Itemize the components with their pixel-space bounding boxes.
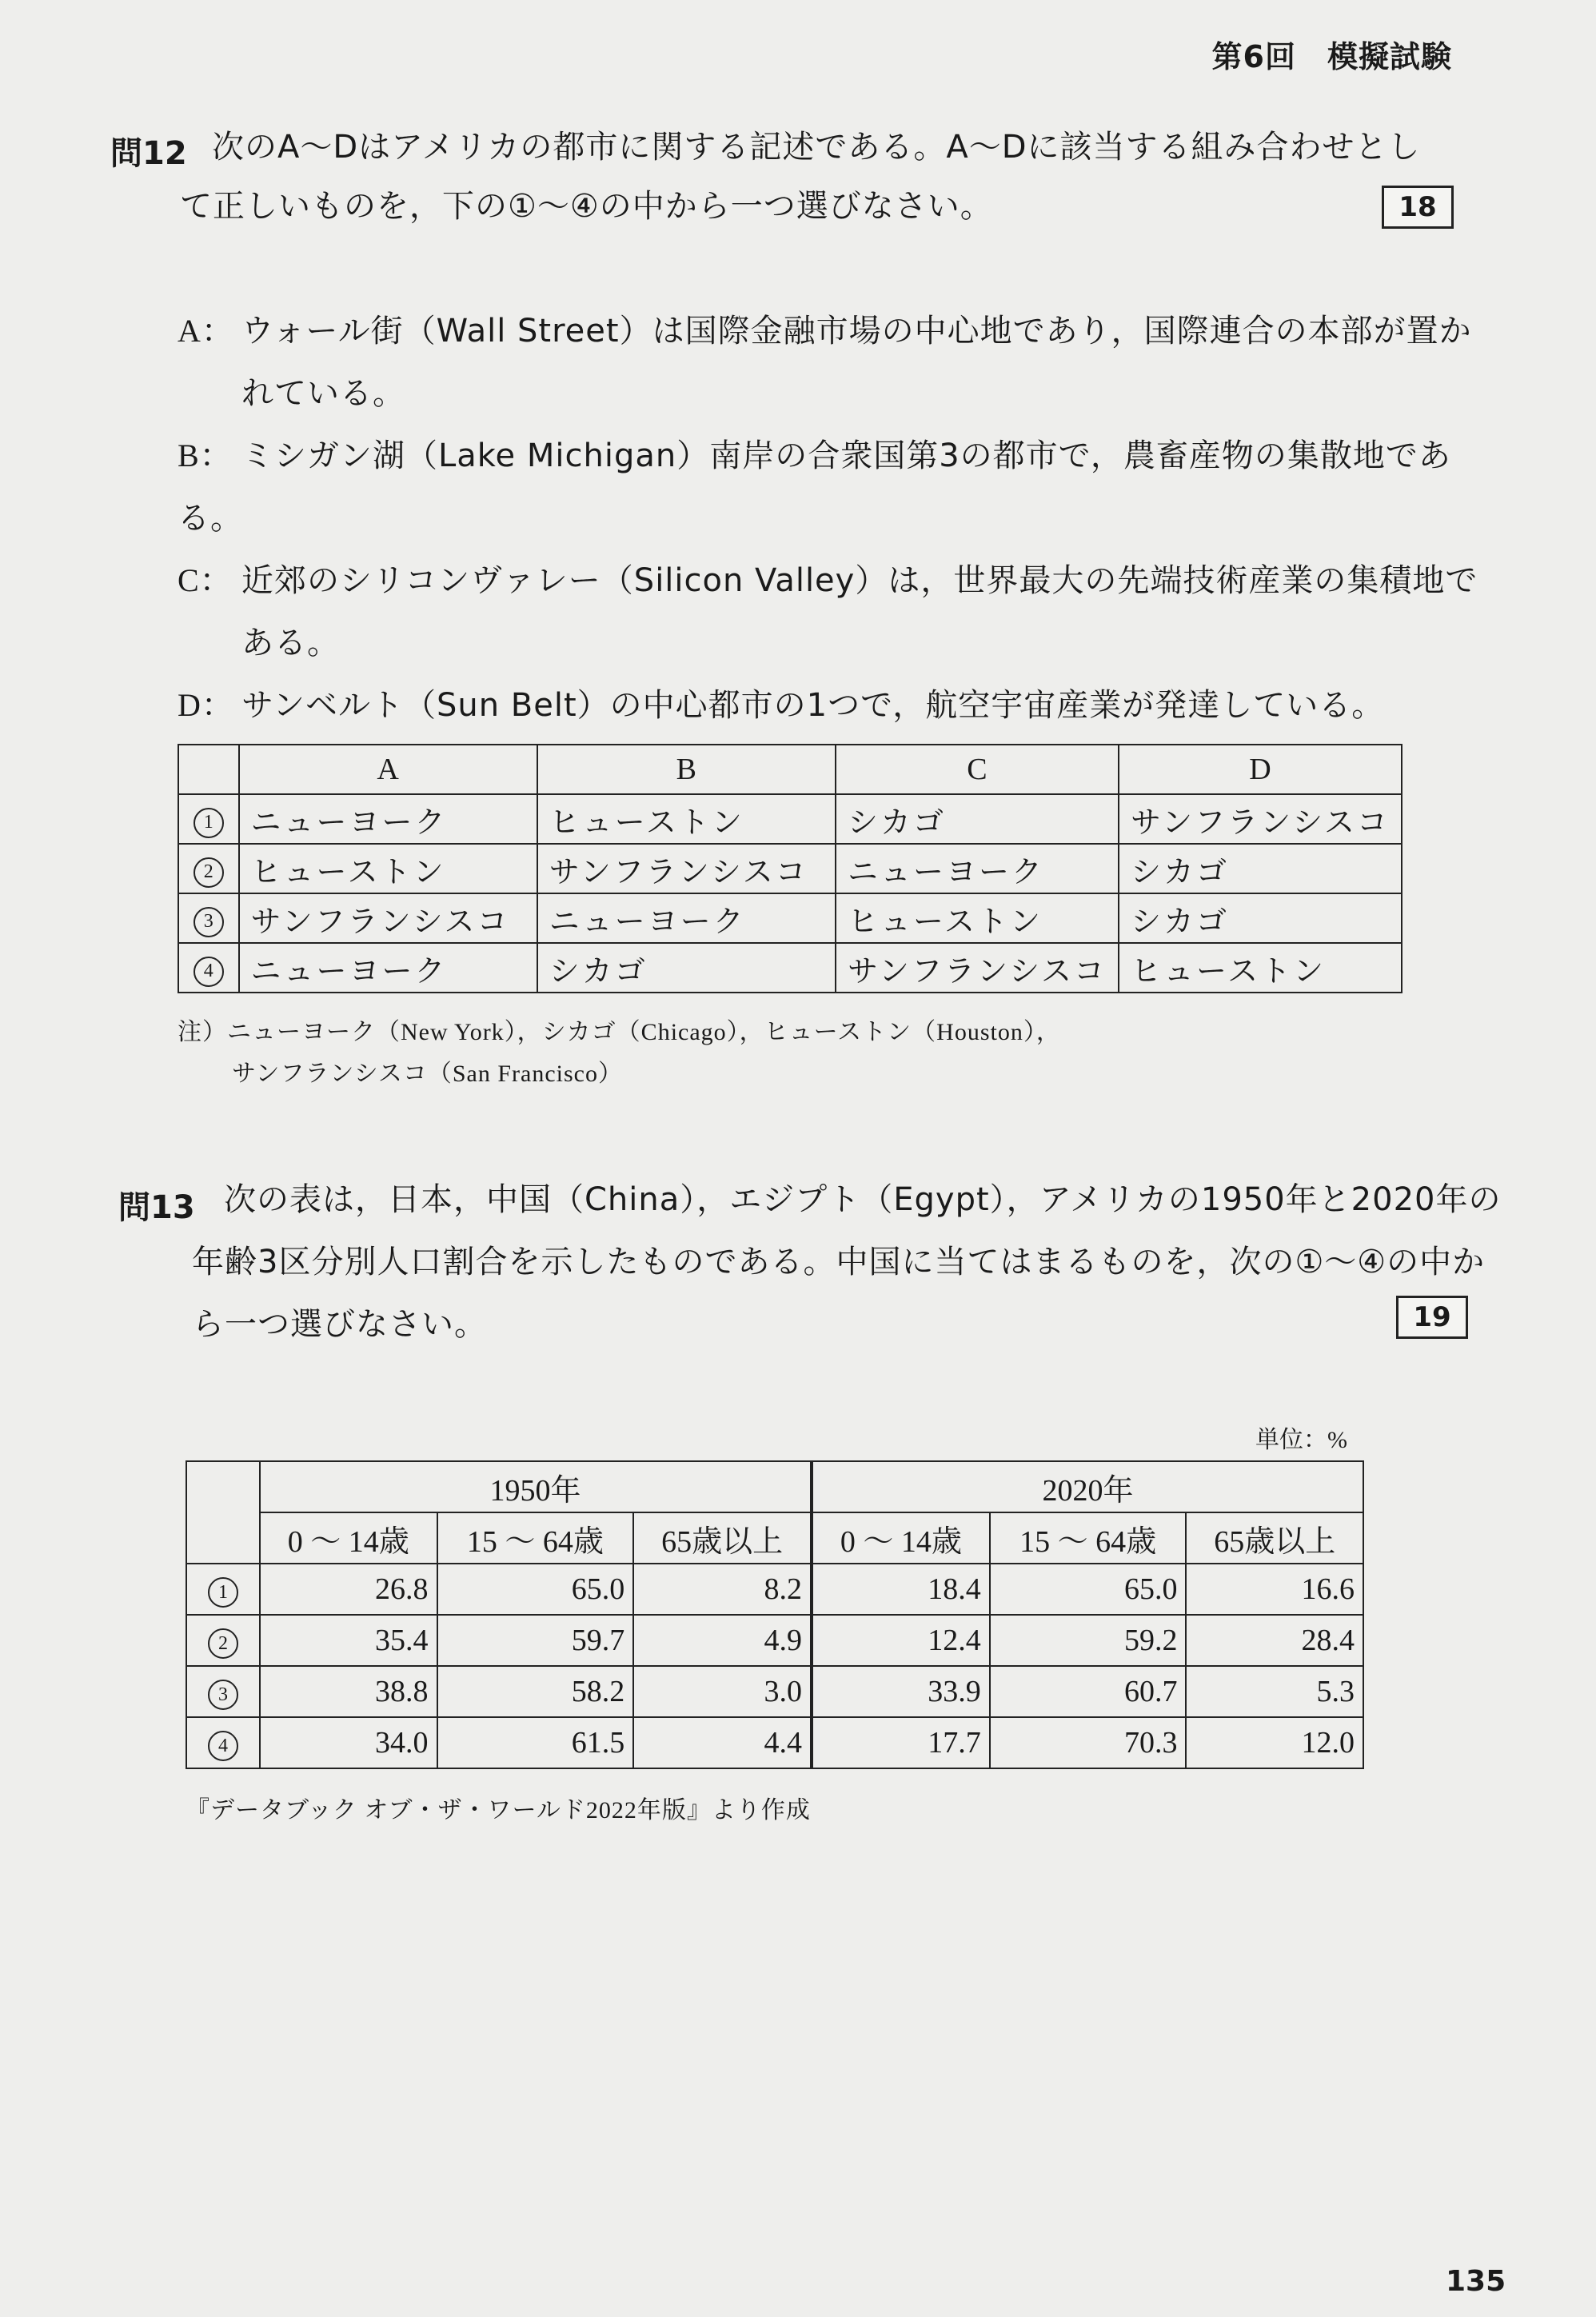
row-number	[186, 1717, 260, 1768]
table-cell: 12.0	[1186, 1717, 1363, 1768]
statement-label: A：	[178, 313, 234, 349]
statement-label: B：	[178, 437, 233, 473]
year-header-1950: 1950年	[260, 1461, 812, 1512]
table-row[interactable]	[186, 1717, 1363, 1768]
table-row[interactable]	[178, 794, 1402, 844]
statement-text: サンベルト（Sun Belt）の中心都市の1つで，航空宇宙産業が発達している。	[241, 687, 1385, 724]
table-cell: 65.0	[437, 1564, 634, 1615]
exam-header: 第6回 模擬試験	[1211, 39, 1452, 74]
circled-number: 4	[194, 957, 224, 987]
column-header: B	[537, 745, 836, 794]
table-cell: シカゴ	[836, 794, 1119, 844]
q12-text-line2: て正しいものを，下の①〜④の中から一つ選びなさい。	[180, 188, 993, 225]
age-group-header: 0 〜 14歳	[260, 1512, 437, 1564]
q13-label: 問13	[118, 1189, 195, 1226]
statement-label: D：	[178, 687, 234, 723]
table-cell: ヒューストン	[239, 844, 537, 893]
table-cell: 16.6	[1186, 1564, 1363, 1615]
statement-c-cont: ある。	[241, 625, 340, 661]
table-cell: 4.4	[633, 1717, 812, 1768]
table-cell: 58.2	[437, 1666, 634, 1717]
circled-number: 3	[208, 1680, 238, 1710]
table-cell: 12.4	[812, 1615, 990, 1666]
statement-d	[178, 674, 1489, 737]
table-cell: シカゴ	[537, 943, 836, 993]
table-cell: 70.3	[990, 1717, 1187, 1768]
circled-number: 1	[208, 1577, 238, 1608]
table-cell: 59.7	[437, 1615, 634, 1666]
statement-text: 近郊のシリコンヴァレー（Silicon Valley）は，世界最大の先端技術産業の集積地で	[241, 562, 1478, 599]
row-number	[186, 1564, 260, 1615]
age-group-header: 65歳以上	[1186, 1512, 1363, 1564]
q13-text-line1: 次の表は，日本，中国（China），エジプト（Egypt），アメリカの1950年と2020年の	[224, 1181, 1502, 1218]
circled-number: 2	[208, 1628, 238, 1659]
table-cell: 26.8	[260, 1564, 437, 1615]
table-cell: ヒューストン	[836, 893, 1119, 943]
circled-number: 3	[194, 907, 224, 937]
table-cell: ニューヨーク	[537, 893, 836, 943]
table-cell: 18.4	[812, 1564, 990, 1615]
table-row[interactable]	[186, 1615, 1363, 1666]
table-row[interactable]	[186, 1564, 1363, 1615]
table-cell: ヒューストン	[1119, 943, 1402, 993]
page-number: 135	[1446, 2265, 1506, 2298]
column-header: A	[239, 745, 537, 794]
age-group-header: 65歳以上	[633, 1512, 812, 1564]
table-cell: シカゴ	[1119, 844, 1402, 893]
age-header-row	[186, 1512, 1363, 1564]
table-cell: ヒューストン	[537, 794, 836, 844]
row-number	[186, 1615, 260, 1666]
statement-text: ウォール街（Wall Street）は国際金融市場の中心地であり，国際連合の本部が置か	[241, 313, 1472, 350]
q12-note-line2: サンフランシスコ（San Francisco）	[232, 1061, 623, 1087]
table-corner	[186, 1461, 260, 1564]
table-row[interactable]	[178, 893, 1402, 943]
row-number	[178, 794, 239, 844]
table-cell: 38.8	[260, 1666, 437, 1717]
circled-number: 1	[194, 808, 224, 838]
table-cell: ニューヨーク	[239, 794, 537, 844]
q12-answer-table	[178, 744, 1402, 993]
table-cell: 34.0	[260, 1717, 437, 1768]
statement-a	[178, 300, 1489, 362]
table-cell: 5.3	[1186, 1666, 1363, 1717]
column-header: D	[1119, 745, 1402, 794]
table-corner	[178, 745, 239, 794]
age-group-header: 0 〜 14歳	[812, 1512, 990, 1564]
table-cell: 8.2	[633, 1564, 812, 1615]
table-header-row	[178, 745, 1402, 794]
row-number	[186, 1666, 260, 1717]
q13-answer-box[interactable]: 19	[1396, 1296, 1468, 1339]
table-cell: ニューヨーク	[836, 844, 1119, 893]
table-cell: シカゴ	[1119, 893, 1402, 943]
table-row[interactable]	[178, 844, 1402, 893]
row-number	[178, 893, 239, 943]
q13-text-line3: ら一つ選びなさい。	[192, 1306, 487, 1343]
year-header-row	[186, 1461, 1363, 1512]
q12-statements	[178, 300, 1489, 737]
statement-text: ミシガン湖（Lake Michigan）南岸の合衆国第3の都市で，農畜産物の集散地である。	[178, 437, 1451, 537]
table-row[interactable]	[178, 943, 1402, 993]
q12-label: 問12	[110, 135, 187, 172]
table-cell: 65.0	[990, 1564, 1187, 1615]
table-cell: 61.5	[437, 1717, 634, 1768]
table-cell: サンフランシスコ	[836, 943, 1119, 993]
table-cell: 59.2	[990, 1615, 1187, 1666]
table-cell: 17.7	[812, 1717, 990, 1768]
q13-text-line2: 年齢3区分別人口割合を示したものである。中国に当てはまるものを，次の①〜④の中か	[192, 1244, 1486, 1280]
statement-a-cont: れている。	[241, 375, 405, 412]
table-cell: 60.7	[990, 1666, 1187, 1717]
table-cell: サンフランシスコ	[537, 844, 836, 893]
circled-number: 4	[208, 1731, 238, 1761]
table-cell: 3.0	[633, 1666, 812, 1717]
table-cell: 33.9	[812, 1666, 990, 1717]
statement-c	[178, 549, 1489, 612]
statement-b	[178, 425, 1489, 549]
row-number	[178, 943, 239, 993]
q12-text-line1: 次のA〜Dはアメリカの都市に関する記述である。A〜Dに該当する組み合わせとし	[212, 129, 1421, 166]
row-number	[178, 844, 239, 893]
column-header: C	[836, 745, 1119, 794]
table-cell: 4.9	[633, 1615, 812, 1666]
table-source: 『データブック オブ・ザ・ワールド2022年版』より作成	[186, 1797, 811, 1824]
table-unit: 単位：%	[1255, 1427, 1347, 1453]
table-cell: サンフランシスコ	[1119, 794, 1402, 844]
age-group-header: 15 〜 64歳	[990, 1512, 1187, 1564]
year-header-2020: 2020年	[812, 1461, 1363, 1512]
table-cell: 28.4	[1186, 1615, 1363, 1666]
table-cell: 35.4	[260, 1615, 437, 1666]
q12-answer-box[interactable]: 18	[1382, 186, 1454, 229]
circled-number: 2	[194, 857, 224, 888]
q12-note-line1: 注）ニューヨーク（New York），シカゴ（Chicago），ヒューストン（Houston），	[178, 1019, 1061, 1045]
q13-population-table	[186, 1460, 1364, 1769]
age-group-header: 15 〜 64歳	[437, 1512, 634, 1564]
table-cell: ニューヨーク	[239, 943, 537, 993]
table-row[interactable]	[186, 1666, 1363, 1717]
statement-label: C：	[178, 562, 233, 598]
table-cell: サンフランシスコ	[239, 893, 537, 943]
